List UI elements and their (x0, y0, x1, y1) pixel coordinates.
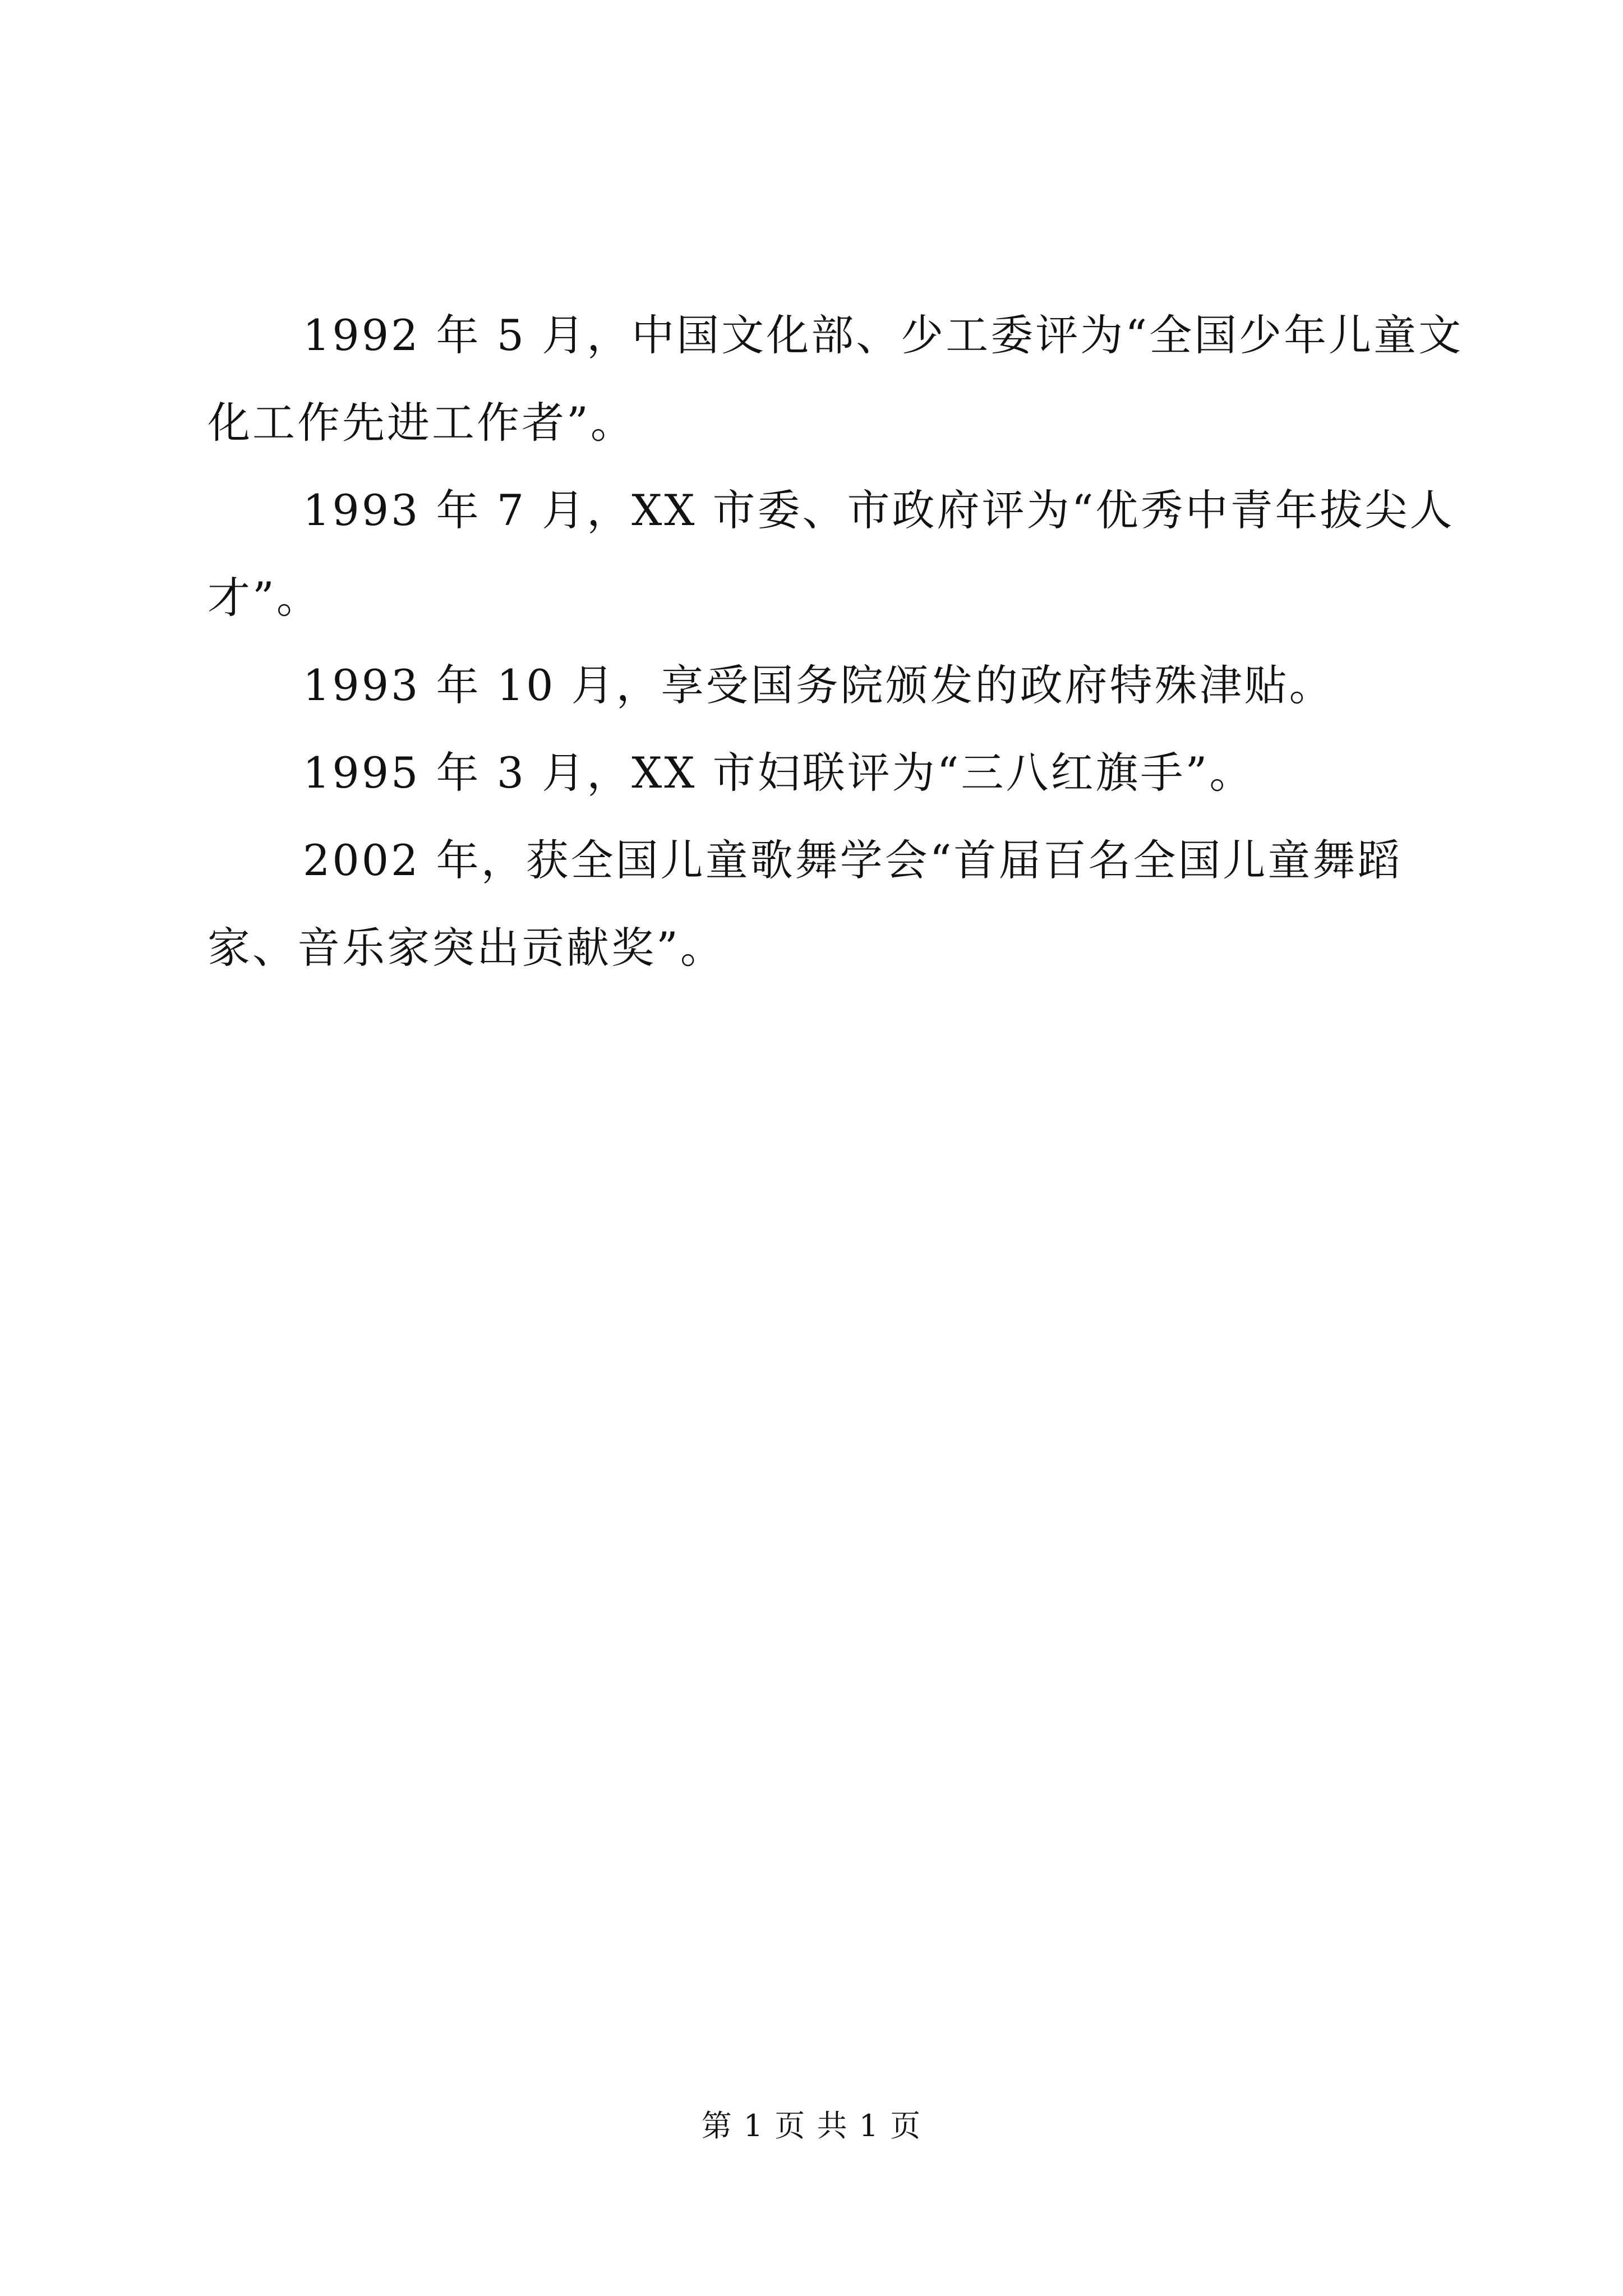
document-body (208, 292, 1486, 992)
award-paragraph-2002: 2002 年，获全国儿童歌舞学会“首届百名全国儿童舞蹈家、音乐家突出贡献奖”。 (208, 835, 1403, 973)
award-paragraph-1993-jul: 1993 年 7 月，XX 市委、市政府评为“优秀中青年拔尖人才”。 (208, 485, 1455, 623)
award-paragraph-1993-oct: 1993 年 10 月，享受国务院颁发的政府特殊津贴。 (303, 660, 1334, 710)
award-paragraph-1995: 1995 年 3 月，XX 市妇联评为“三八红旗手”。 (303, 748, 1255, 798)
award-paragraph-1992: 1992 年 5 月，中国文化部、少工委评为“全国少年儿童文化工作先进工作者”。 (208, 310, 1464, 448)
page-footer: 第 1 页 共 1 页 (701, 2108, 922, 2143)
